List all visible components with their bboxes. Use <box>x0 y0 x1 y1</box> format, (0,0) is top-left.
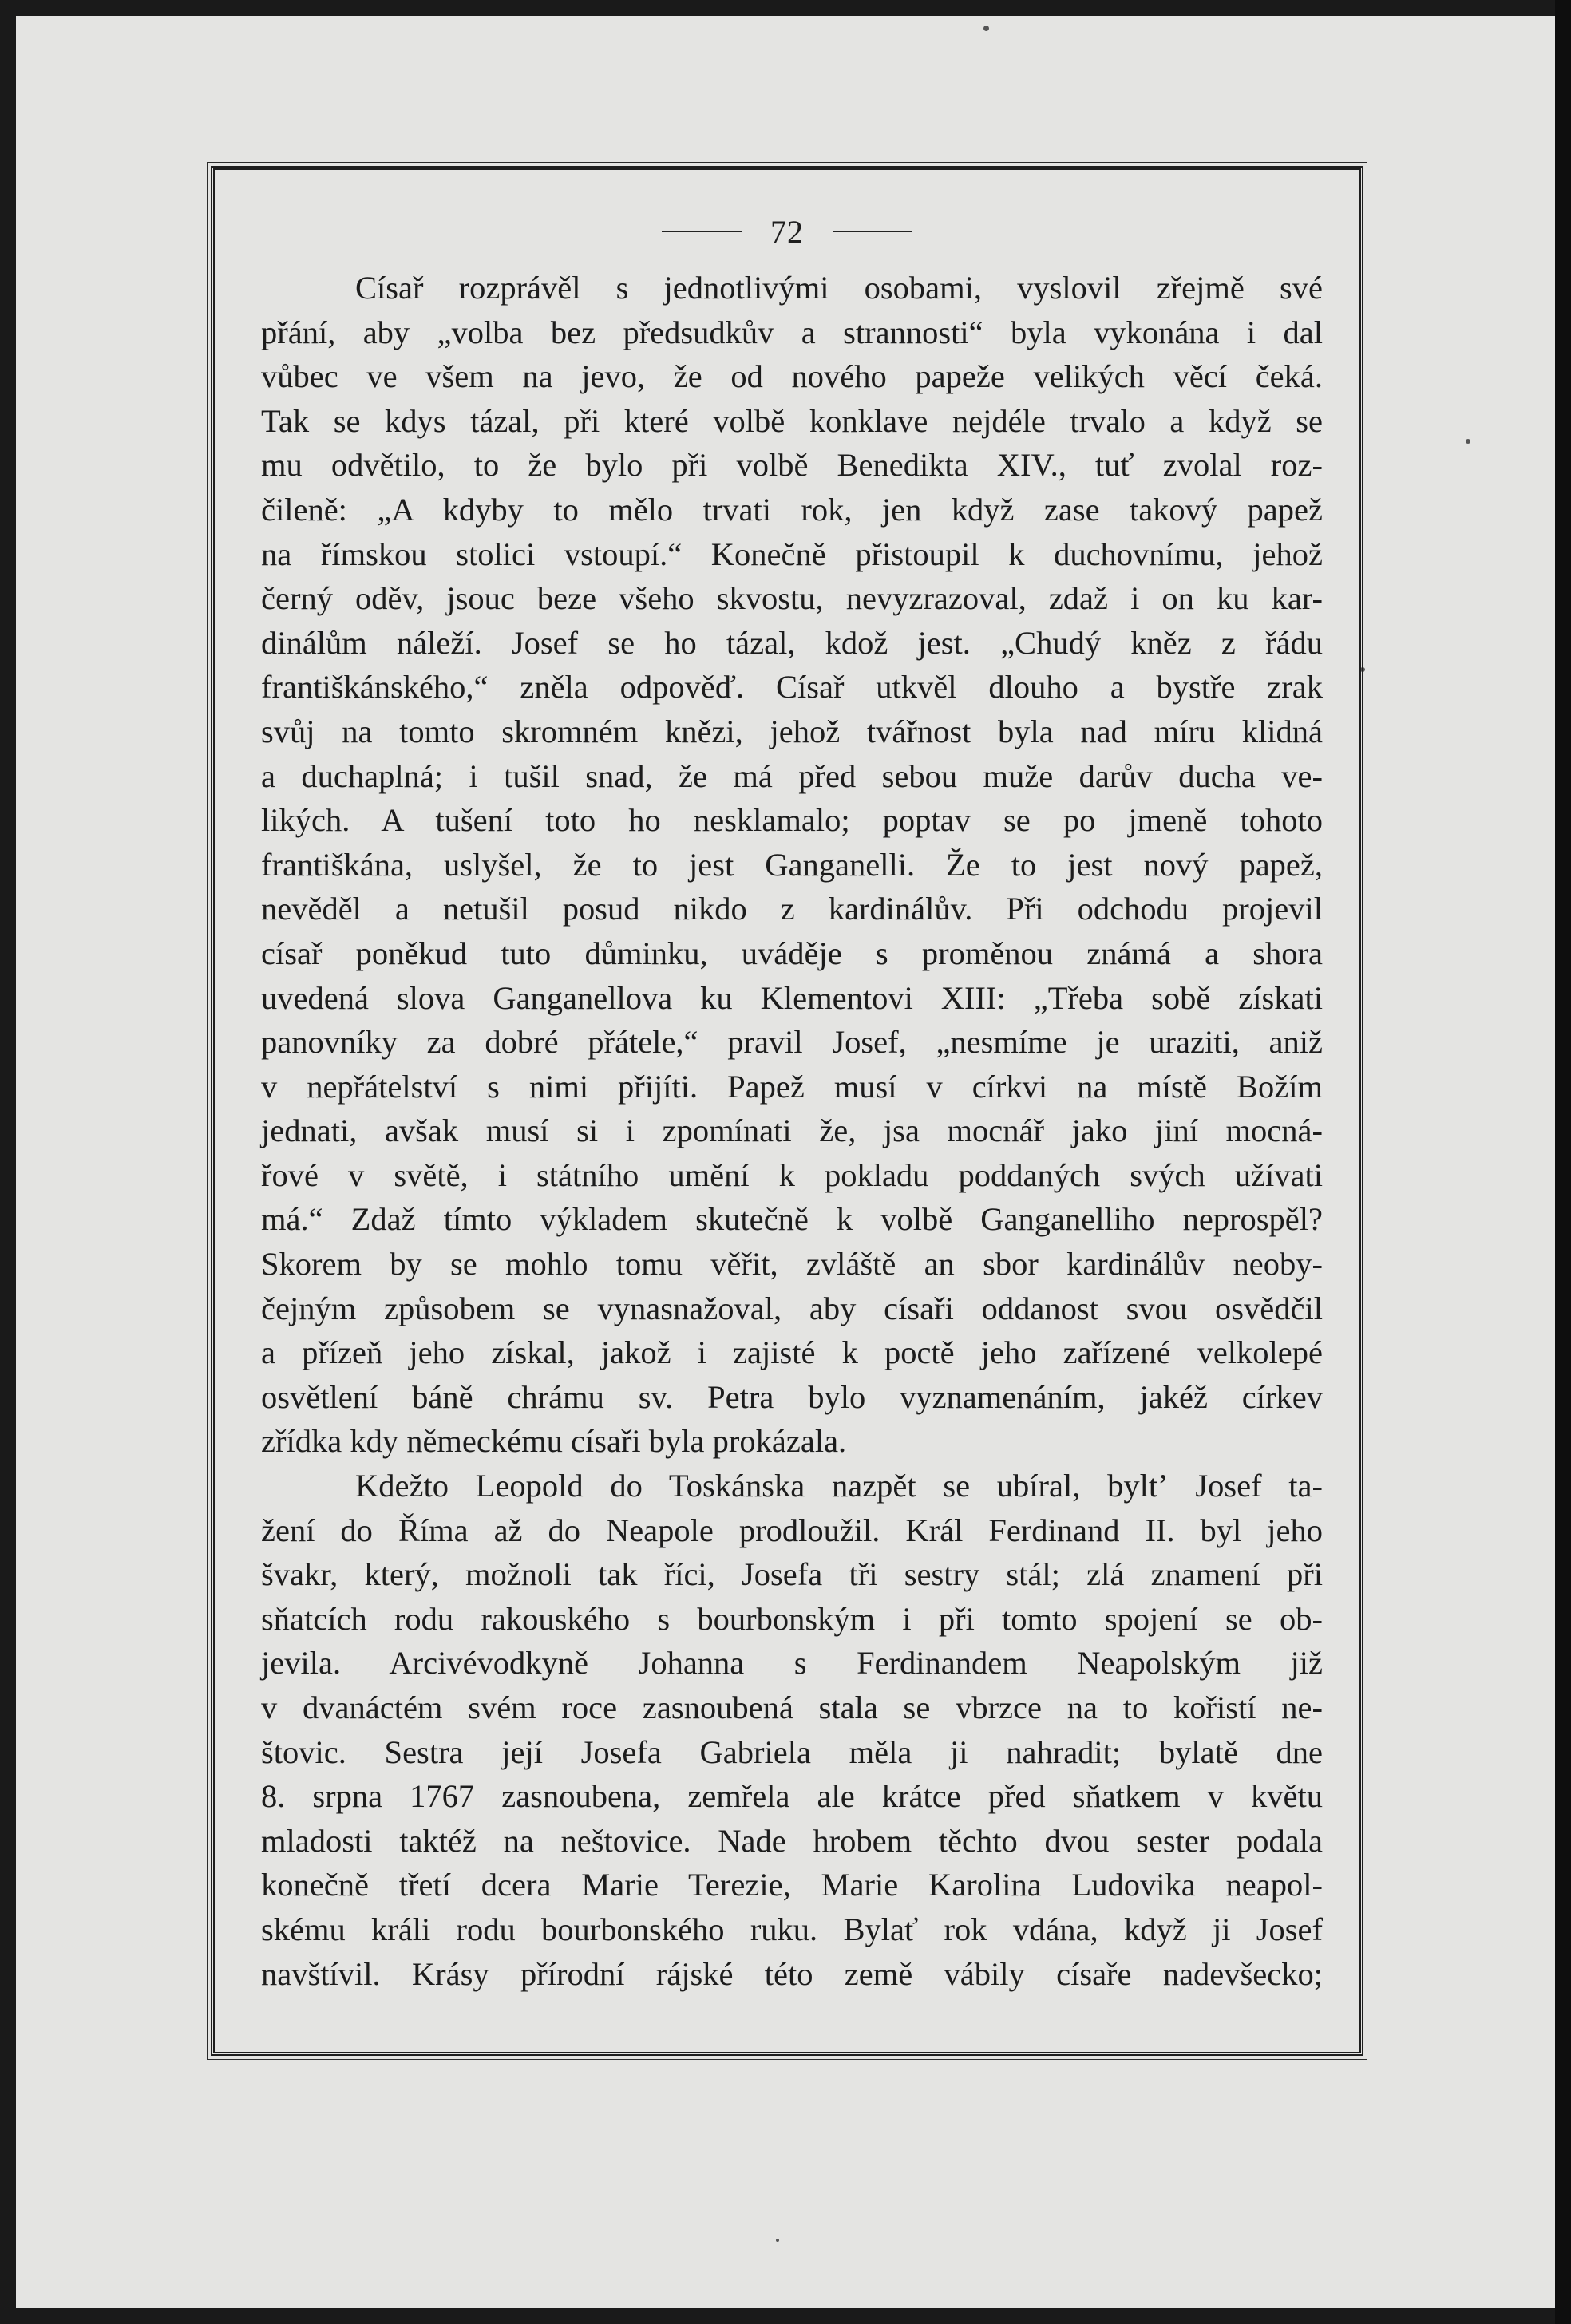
text-line: zřídka kdy německému císaři byla prokázala. <box>261 1423 847 1460</box>
text-line: dinálům náleží. Josef se ho tázal, kdož jest. „Chudý kněz z řádu <box>261 624 1323 661</box>
text-line: uvedená slova Ganganellova ku Klementovi XIII: „Třeba sobě získati <box>261 979 1323 1016</box>
text-line: a přízeň jeho získal, jakož i zajisté k poctě jeho zařízené velkolepé <box>261 1334 1323 1371</box>
text-line: a duchaplná; i tušil snad, že má před sebou muže darův ducha ve- <box>261 757 1323 794</box>
text-line: mu odvětilo, to že bylo při volbě Benedikta XIV., tuť zvolal roz- <box>261 447 1323 484</box>
text-line: Kdežto Leopold do Toskánska nazpět se ubíral, byltʼ Josef ta- <box>355 1468 1323 1504</box>
text-frame <box>211 166 1363 2056</box>
dust-speck <box>776 2239 779 2242</box>
text-line: žení do Říma až do Neapole prodloužil. Král Ferdinand II. byl jeho <box>261 1512 1323 1548</box>
text-line: skému králi rodu bourbonského ruku. Bylať rok vdána, když ji Josef <box>261 1911 1323 1947</box>
page-header <box>215 211 1359 251</box>
text-line: sňatcích rodu rakouského s bourbonským i při tomto spojení se ob- <box>261 1600 1323 1637</box>
text-line: štovic. Sestra její Josefa Gabriela měla ji nahradit; bylatě dne <box>261 1733 1323 1770</box>
dust-speck <box>1466 439 1470 444</box>
text-line: františkána, uslyšel, že to jest Ganganelli. Že to jest nový papež, <box>261 846 1323 883</box>
text-line: v dvanáctém svém roce zasnoubená stala se vbrzce na to kořistí ne- <box>261 1690 1323 1725</box>
text-line: konečně třetí dcera Marie Terezie, Marie Karolina Ludovika neapol- <box>261 1867 1323 1903</box>
text-line: švakr, který, možnoli tak říci, Josefa tři sestry stál; zlá znamení při <box>261 1556 1323 1593</box>
text-line: Císař rozprávěl s jednotlivými osobami, vyslovil zřejmě své <box>355 270 1323 306</box>
text-line: Tak se kdys tázal, při které volbě konklave nejdéle trvalo a když se <box>261 402 1323 439</box>
text-line: jevila. Arcivévodkyně Johanna s Ferdinandem Neapolským již <box>261 1645 1323 1682</box>
text-line: osvětlení báně chrámu sv. Petra bylo vyznamenáním, jakéž církev <box>261 1378 1323 1415</box>
dust-speck <box>983 26 989 31</box>
text-line: vůbec ve všem na jevo, že od nového papeže velikých věcí čeká. <box>261 358 1323 395</box>
text-line: svůj na tomto skromném knězi, jehož tvářnost byla nad míru klidná <box>261 713 1323 749</box>
paragraph-2 <box>261 1464 1323 1996</box>
text-line: černý oděv, jsouc beze všeho skvostu, nevyzrazoval, zdaž i on ku kar- <box>261 580 1323 617</box>
paragraph-1 <box>261 266 1323 1464</box>
text-line: čejným způsobem se vynasnažoval, aby císaři oddanost svou osvědčil <box>261 1290 1323 1326</box>
text-line: císař poněkud tuto důminku, uváděje s proměnou známá a shora <box>261 935 1323 971</box>
text-line: na římskou stolici vstoupí.“ Konečně přistoupil k duchovnímu, jehož <box>261 536 1323 572</box>
page-number: 72 <box>770 213 804 250</box>
text-line: františkánského,“ zněla odpověď. Císař utkvěl dlouho a bystře zrak <box>261 669 1323 706</box>
text-line: 8. srpna 1767 zasnoubena, zemřela ale krátce před sňatkem v květu <box>261 1778 1323 1815</box>
text-line: čileně: „A kdyby to mělo trvati rok, jen když zase takový papež <box>261 491 1323 528</box>
text-line: mladosti taktéž na neštovice. Nade hrobem těchto dvou sester podala <box>261 1822 1323 1859</box>
header-rule-right <box>833 231 912 232</box>
scan-edge <box>1555 0 1571 2324</box>
text-line: má.“ Zdaž tímto výkladem skutečně k volbě Ganganelliho neprospěl? <box>261 1201 1323 1238</box>
text-line: navštívil. Krásy přírodní rájské této země vábily císaře nadevšecko; <box>261 1955 1323 1992</box>
text-line: Skorem by se mohlo tomu věřit, zvláště an sbor kardinálův neoby- <box>261 1246 1323 1283</box>
text-line: přání, aby „volba bez předsudkův a strannosti“ byla vykonána i dal <box>261 314 1323 350</box>
text-line: nevěděl a netušil posud nikdo z kardinálův. Při odchodu projevil <box>261 891 1323 927</box>
header-rule-left <box>662 231 742 232</box>
text-line: v nepřátelství s nimi přijíti. Papež musí v církvi na místě Božím <box>261 1068 1323 1105</box>
text-line: likých. A tušení toto ho nesklamalo; poptav se po jmeně tohoto <box>261 802 1323 839</box>
text-line: panovníky za dobré přátele,“ pravil Josef, „nesmíme je uraziti, aniž <box>261 1024 1323 1061</box>
body-text <box>261 266 1323 1996</box>
text-line: řové v světě, i státního umění k pokladu poddaných svých užívati <box>261 1156 1323 1193</box>
text-line: jednati, avšak musí si i zpomínati že, jsa mocnář jako jiní mocná- <box>261 1113 1323 1149</box>
